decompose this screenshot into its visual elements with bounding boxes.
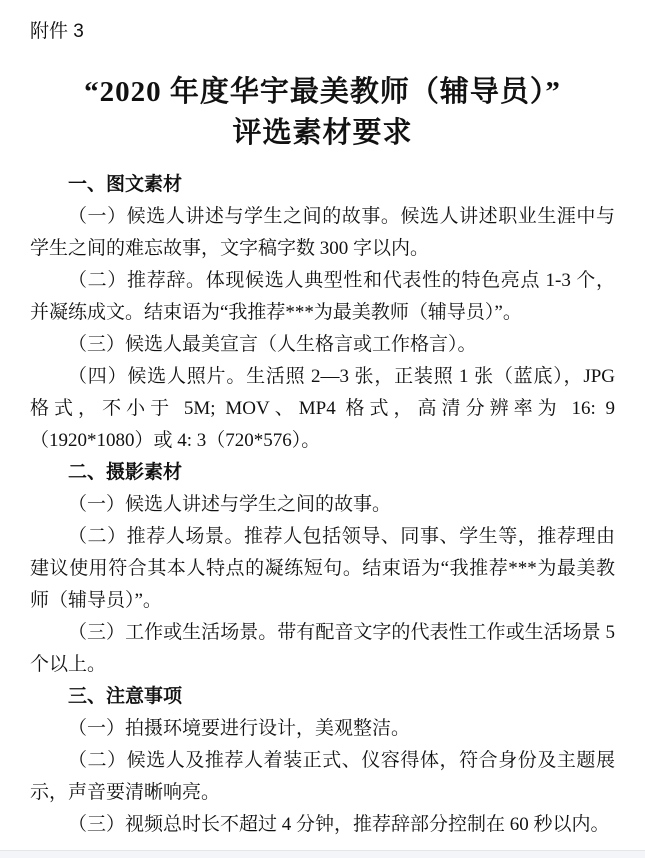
section-heading-photography-materials: 二、摄影素材 <box>68 462 183 483</box>
document-body <box>30 169 615 841</box>
document-title-line-1: “2020 年度华宇最美教师（辅导员）” <box>84 76 561 108</box>
paragraph: （三）工作或生活场景。带有配音文字的代表性工作或生活场景 5 个以上。 <box>30 622 615 675</box>
section-heading-graphics-materials: 一、图文素材 <box>68 174 183 195</box>
document-title <box>30 72 615 154</box>
section-heading-notes: 三、注意事项 <box>68 686 183 707</box>
paragraph: （四）候选人照片。生活照 2—3 张，正装照 1 张（蓝底），JPG 格式，不小于 5M; MOV、MP4 格式，高清分辨率为 16: 9（1920*1080）或 4: 3（720*576）。 <box>30 366 615 451</box>
paragraph: （三）视频总时长不超过 4 分钟，推荐辞部分控制在 60 秒以内。 <box>68 814 610 835</box>
paragraph: （一）拍摄环境要进行设计，美观整洁。 <box>68 718 411 739</box>
paragraph: （一）候选人讲述与学生之间的故事。候选人讲述职业生涯中与学生之间的难忘故事，文字稿字数 300 字以内。 <box>30 206 615 259</box>
attachment-label: 附件 3 <box>30 21 84 42</box>
paragraph: （一）候选人讲述与学生之间的故事。 <box>68 494 392 515</box>
paragraph: （二）推荐辞。体现候选人典型性和代表性的特色亮点 1-3 个，并凝练成文。结束语为“我推荐***为最美教师（辅导员）”。 <box>30 270 615 323</box>
paragraph: （三）候选人最美宣言（人生格言或工作格言）。 <box>68 334 477 355</box>
document-title-line-2: 评选素材要求 <box>232 117 413 149</box>
paragraph: （二）候选人及推荐人着装正式、仪容得体，符合身份及主题展示，声音要清晰响亮。 <box>30 750 615 803</box>
paragraph: （二）推荐人场景。推荐人包括领导、同事、学生等，推荐理由建议使用符合其本人特点的凝练短句。结束语为“我推荐***为最美教师（辅导员）”。 <box>30 526 615 611</box>
viewer-footer-strip <box>0 850 645 858</box>
